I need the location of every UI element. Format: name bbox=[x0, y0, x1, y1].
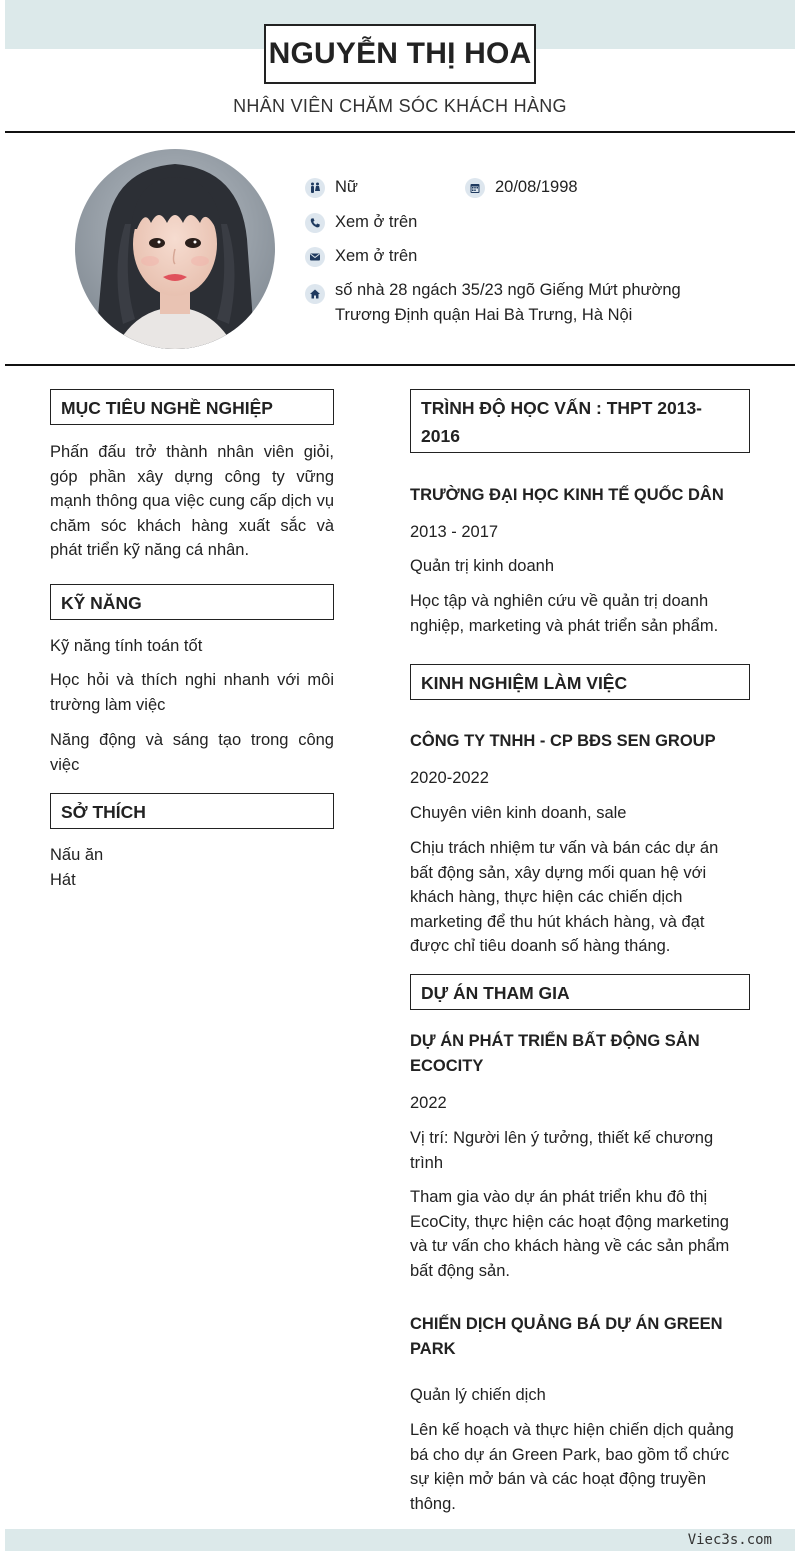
birthdate-value: 20/08/1998 bbox=[495, 178, 578, 196]
experience-years: 2020-2022 bbox=[410, 769, 489, 787]
education-major: Quản trị kinh doanh bbox=[410, 557, 555, 575]
footer-band bbox=[5, 1529, 795, 1551]
name-box bbox=[264, 24, 536, 84]
job-title: NHÂN VIÊN CHĂM SÓC KHÁCH HÀNG bbox=[233, 96, 567, 116]
project-name: DỰ ÁN PHÁT TRIỂN BẤT ĐỘNG SẢN ECOCITY bbox=[410, 1032, 700, 1075]
hobbies-heading: SỞ THÍCH bbox=[50, 793, 334, 829]
education-heading: TRÌNH ĐỘ HỌC VẤN : THPT 2013-2016 bbox=[410, 389, 750, 453]
address-line-1: số nhà 28 ngách 35/23 ngõ Giếng Mứt phường bbox=[335, 281, 681, 299]
home-icon bbox=[305, 284, 325, 304]
phone-icon bbox=[305, 213, 325, 233]
address-line-2: Trương Định quận Hai Bà Trưng, Hà Nội bbox=[335, 306, 633, 324]
skill-item: Học hỏi và thích nghi nhanh với môi trường làm việc bbox=[50, 671, 334, 714]
project-description: Lên kế hoạch và thực hiện chiến dịch quảng bá cho dự án Green Park, bao gồm tổ chức sự kiện mở bán và các hoạt động truyền thông. bbox=[410, 1421, 734, 1513]
projects-heading: DỰ ÁN THAM GIA bbox=[410, 974, 750, 1010]
address-value bbox=[335, 278, 681, 328]
skill-item: Năng động và sáng tạo trong công việc bbox=[50, 731, 334, 774]
experience-heading: KINH NGHIỆM LÀM VIỆC bbox=[410, 664, 750, 700]
hobby-item: Nấu ăn bbox=[50, 846, 104, 864]
gender-value: Nữ bbox=[335, 178, 358, 196]
objective-heading: MỤC TIÊU NGHỀ NGHIỆP bbox=[50, 389, 334, 425]
phone-value: Xem ở trên bbox=[335, 213, 418, 231]
project-role: Quản lý chiến dịch bbox=[410, 1386, 546, 1404]
project-name: CHIẾN DỊCH QUẢNG BÁ DỰ ÁN GREEN PARK bbox=[410, 1315, 723, 1358]
candidate-name: NGUYỄN THỊ HOA bbox=[268, 37, 532, 70]
divider-top bbox=[5, 131, 795, 133]
email-row bbox=[305, 247, 417, 267]
address-row bbox=[305, 282, 681, 332]
experience-company: CÔNG TY TNHH - CP BĐS SEN GROUP bbox=[410, 732, 716, 750]
email-value: Xem ở trên bbox=[335, 247, 418, 265]
experience-position: Chuyên viên kinh doanh, sale bbox=[410, 804, 627, 822]
divider-bottom bbox=[5, 364, 795, 366]
objective-text: Phấn đấu trở thành nhân viên giỏi, góp phần xây dựng công ty vững mạnh thông qua việc cung cấp dịch vụ chăm sóc khách hàng xuất sắc và phát triển kỹ năng cá nhân. bbox=[50, 443, 334, 559]
experience-description: Chịu trách nhiệm tư vấn và bán các dự án bất động sản, xây dựng mối quan hệ với khách hàng, thực hiện các chiến dịch marketing để thu hút khách hàng, và đạt được chỉ tiêu doanh số hàng tháng. bbox=[410, 839, 719, 955]
email-icon bbox=[305, 247, 325, 267]
phone-row bbox=[305, 213, 417, 233]
skills-heading: KỸ NĂNG bbox=[50, 584, 334, 620]
hobby-item: Hát bbox=[50, 871, 76, 889]
education-school: TRƯỜNG ĐẠI HỌC KINH TẾ QUỐC DÂN bbox=[410, 486, 724, 504]
watermark: Viec3s.com bbox=[687, 1532, 772, 1548]
project-year: 2022 bbox=[410, 1094, 447, 1112]
calendar-icon bbox=[465, 178, 485, 198]
education-description: Học tập và nghiên cứu về quản trị doanh nghiệp, marketing và phát triển sản phẩm. bbox=[410, 592, 719, 635]
project-description: Tham gia vào dự án phát triển khu đô thị EcoCity, thực hiện các hoạt động marketing và tư vấn cho khách hàng về các sản phẩm bất động sản. bbox=[410, 1188, 730, 1280]
gender-row bbox=[305, 178, 358, 198]
birthdate-row bbox=[465, 178, 578, 198]
skill-item: Kỹ năng tính toán tốt bbox=[50, 637, 203, 655]
education-years: 2013 - 2017 bbox=[410, 523, 499, 541]
gender-icon bbox=[305, 178, 325, 198]
avatar bbox=[75, 149, 275, 349]
project-role: Vị trí: Người lên ý tưởng, thiết kế chương trình bbox=[410, 1129, 714, 1172]
